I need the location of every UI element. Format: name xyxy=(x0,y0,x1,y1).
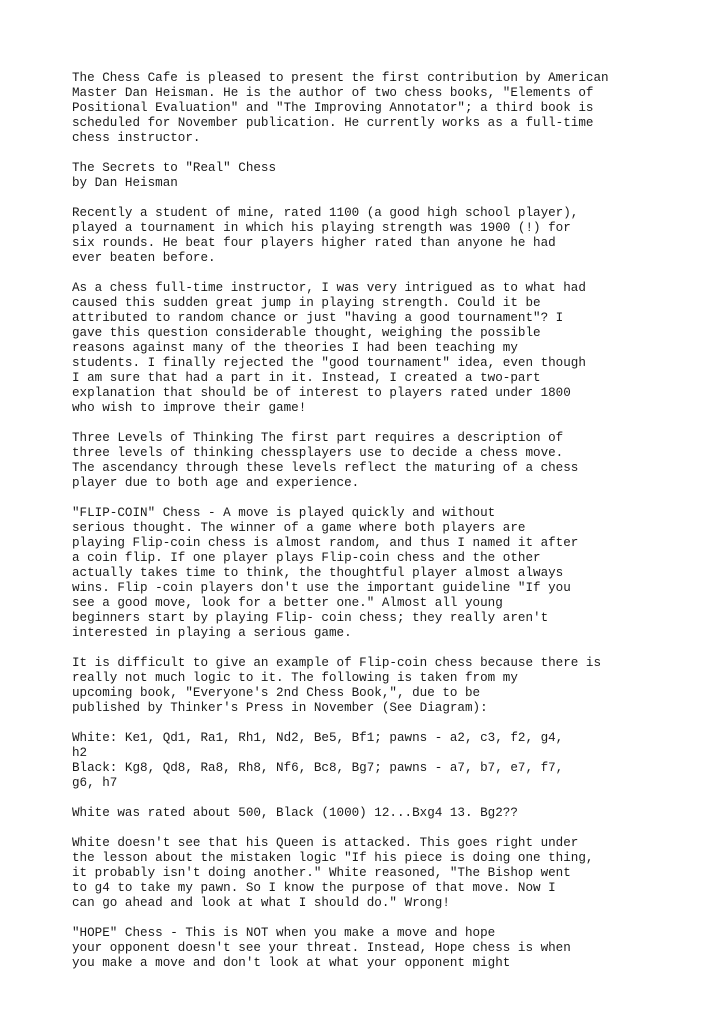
text-line: three levels of thinking chessplayers use to decide a chess move. xyxy=(72,446,564,460)
text-line: "HOPE" Chess - This is NOT when you make a move and hope xyxy=(72,926,496,940)
text-line: player due to both age and experience. xyxy=(72,476,360,490)
text-line: h2 xyxy=(72,746,88,760)
body-paragraph xyxy=(72,656,692,716)
text-line: explanation that should be of interest to players rated under 1800 xyxy=(72,386,571,400)
article-byline: by Dan Heisman xyxy=(72,176,178,190)
text-line: scheduled for November publication. He currently works as a full-time xyxy=(72,116,594,130)
chess-position xyxy=(72,731,692,791)
article-title-block xyxy=(72,161,692,191)
body-paragraph xyxy=(72,806,692,821)
text-line: wins. Flip -coin players don't use the important guideline "If you xyxy=(72,581,571,595)
body-paragraph xyxy=(72,836,692,911)
text-line: to g4 to take my pawn. So I know the purpose of that move. Now I xyxy=(72,881,556,895)
text-line: Master Dan Heisman. He is the author of two chess books, "Elements of xyxy=(72,86,594,100)
document-page xyxy=(72,71,692,986)
text-line: attributed to random chance or just "having a good tournament"? I xyxy=(72,311,564,325)
text-line: the lesson about the mistaken logic "If his piece is doing one thing, xyxy=(72,851,594,865)
body-paragraph xyxy=(72,281,692,416)
text-line: It is difficult to give an example of Flip-coin chess because there is xyxy=(72,656,602,670)
text-line: see a good move, look for a better one." Almost all young xyxy=(72,596,503,610)
text-line: you make a move and don't look at what your opponent might xyxy=(72,956,511,970)
text-line: published by Thinker's Press in November (See Diagram): xyxy=(72,701,488,715)
text-line: can go ahead and look at what I should do." Wrong! xyxy=(72,896,450,910)
text-line: six rounds. He beat four players higher rated than anyone he had xyxy=(72,236,556,250)
article-title: The Secrets to "Real" Chess xyxy=(72,161,277,175)
text-line: played a tournament in which his playing strength was 1900 (!) for xyxy=(72,221,571,235)
text-line: actually takes time to think, the thoughtful player almost always xyxy=(72,566,564,580)
text-line: g6, h7 xyxy=(72,776,118,790)
text-line: Three Levels of Thinking The first part requires a description of xyxy=(72,431,564,445)
text-line: White was rated about 500, Black (1000) 12...Bxg4 13. Bg2?? xyxy=(72,806,518,820)
text-line: Black: Kg8, Qd8, Ra8, Rh8, Nf6, Bc8, Bg7; pawns - a7, b7, e7, f7, xyxy=(72,761,564,775)
text-line: who wish to improve their game! xyxy=(72,401,307,415)
text-line: gave this question considerable thought, weighing the possible xyxy=(72,326,541,340)
text-line: Recently a student of mine, rated 1100 (a good high school player), xyxy=(72,206,579,220)
text-line: Positional Evaluation" and "The Improving Annotator"; a third book is xyxy=(72,101,594,115)
intro-paragraph xyxy=(72,71,692,146)
text-line: I am sure that had a part in it. Instead, I created a two-part xyxy=(72,371,541,385)
text-line: The Chess Cafe is pleased to present the first contribution by American xyxy=(72,71,609,85)
body-paragraph xyxy=(72,431,692,491)
text-line: students. I finally rejected the "good tournament" idea, even though xyxy=(72,356,586,370)
text-line: "FLIP-COIN" Chess - A move is played quickly and without xyxy=(72,506,496,520)
text-line: really not much logic to it. The following is taken from my xyxy=(72,671,518,685)
text-line: chess instructor. xyxy=(72,131,201,145)
text-line: beginners start by playing Flip- coin chess; they really aren't xyxy=(72,611,549,625)
text-line: As a chess full-time instructor, I was very intrigued as to what had xyxy=(72,281,586,295)
text-line: White: Ke1, Qd1, Ra1, Rh1, Nd2, Be5, Bf1; pawns - a2, c3, f2, g4, xyxy=(72,731,564,745)
text-line: playing Flip-coin chess is almost random, and thus I named it after xyxy=(72,536,579,550)
text-line: your opponent doesn't see your threat. Instead, Hope chess is when xyxy=(72,941,571,955)
body-paragraph xyxy=(72,506,692,641)
text-line: ever beaten before. xyxy=(72,251,216,265)
text-line: caused this sudden great jump in playing strength. Could it be xyxy=(72,296,541,310)
text-line: it probably isn't doing another." White reasoned, "The Bishop went xyxy=(72,866,571,880)
text-line: interested in playing a serious game. xyxy=(72,626,352,640)
body-paragraph xyxy=(72,926,692,971)
text-line: The ascendancy through these levels reflect the maturing of a chess xyxy=(72,461,579,475)
text-line: reasons against many of the theories I had been teaching my xyxy=(72,341,518,355)
text-line: upcoming book, "Everyone's 2nd Chess Book,", due to be xyxy=(72,686,481,700)
text-line: White doesn't see that his Queen is attacked. This goes right under xyxy=(72,836,579,850)
text-line: serious thought. The winner of a game where both players are xyxy=(72,521,526,535)
text-line: a coin flip. If one player plays Flip-coin chess and the other xyxy=(72,551,541,565)
body-paragraph xyxy=(72,206,692,266)
